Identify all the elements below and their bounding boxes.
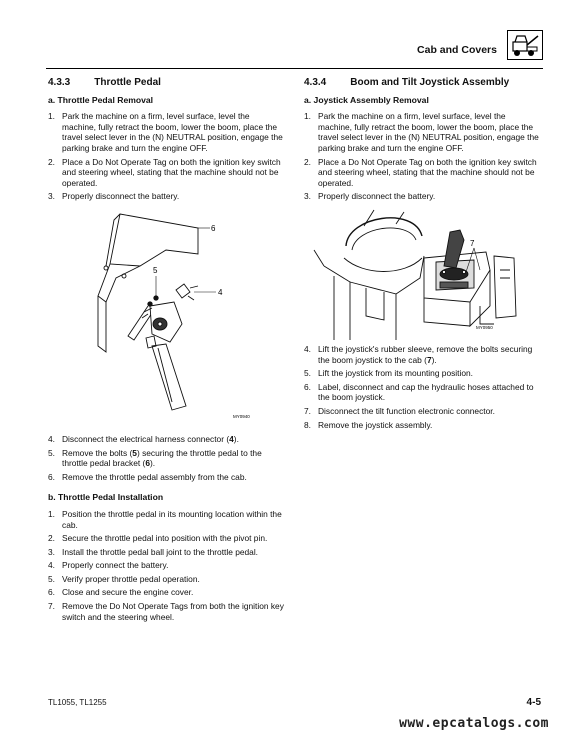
joystick-removal-steps-list [304,111,541,202]
section-heading-throttle-pedal [48,78,285,89]
list-item: 2. Secure the throttle pedal into position with the pivot pin. [48,533,268,544]
left-column [48,78,285,625]
section-number: 4.3.4 [304,77,327,88]
subsection-title-installation: b. Throttle Pedal Installation [48,492,164,503]
figure-code: MY0950 [476,324,493,330]
list-item: 7. Disconnect the tilt function electronic connector. [304,405,495,416]
subsection-title-joystick-removal: a. Joystick Assembly Removal [304,94,429,105]
list-item: 2. Place a Do Not Operate Tag on both the ignition key switch and steering wheel, stating that the machine should not be operated. [48,156,281,188]
list-item: 7. Remove the Do Not Operate Tags from both the ignition key switch and the steering wheel. [48,601,284,622]
list-item: 3. Properly disconnect the battery. [48,191,180,202]
list-item: 5. Lift the joystick from its mounting position. [304,368,474,379]
right-column [304,78,541,433]
callout-7: 7 [470,238,475,248]
section-number: 4.3.3 [48,77,71,88]
page-header [0,22,567,72]
throttle-pedal-illustration [48,206,285,430]
callout-5: 5 [153,265,158,275]
callout-4: 4 [218,287,223,297]
header-divider [46,68,543,69]
list-item: 5. Remove the bolts (5) securing the throttle pedal to the throttle pedal bracket (6). [48,447,262,469]
watermark-url[interactable]: www.epcatalogs.com [399,716,549,731]
page-number: 4-5 [526,697,541,708]
list-item: 4. Properly connect the battery. [48,560,169,571]
list-item: 3. Properly disconnect the battery. [304,191,436,202]
list-item: 6. Close and secure the engine cover. [48,587,194,598]
list-item: 1. Park the machine on a firm, level surface, level the machine, fully retract the boom, lower the boom, place the travel select lever in the (N) NEUTRAL position, engage the parking brake and turn the engine OFF. [48,111,283,153]
removal-steps-list [48,111,285,202]
section-title: Throttle Pedal [94,77,161,88]
joystick-removal-steps-list-continued [304,344,541,430]
removal-steps-list-continued [48,434,285,482]
list-item: 8. Remove the joystick assembly. [304,419,433,430]
list-item: 4. Lift the joystick's rubber sleeve, remove the bolts securing the boom joystick to the cab (7). [304,343,533,365]
cab-machine-icon [507,30,543,60]
installation-steps-list [48,509,285,622]
section-heading-joystick [304,78,541,89]
joystick-illustration [304,206,541,340]
list-item: 2. Place a Do Not Operate Tag on both the ignition key switch and steering wheel, stating that the machine should not be operated. [304,156,537,188]
figure-code: MY0940 [233,413,250,419]
list-item: 6. Remove the throttle pedal assembly from the cab. [48,471,247,482]
footer-models: TL1055, TL1255 [48,698,107,707]
list-item: 4. Disconnect the electrical harness connector (4). [48,433,239,444]
list-item: 3. Install the throttle pedal ball joint to the throttle pedal. [48,546,259,557]
list-item: 5. Verify proper throttle pedal operation. [48,573,200,584]
joystick-figure [304,206,541,340]
section-title: Boom and Tilt Joystick Assembly [350,77,510,88]
list-item: 6. Label, disconnect and cap the hydraulic hoses attached to the boom joystick. [304,381,534,403]
header-title: Cab and Covers [417,44,497,56]
subsection-title-removal: a. Throttle Pedal Removal [48,94,154,105]
list-item: 1. Park the machine on a firm, level surface, level the machine, fully retract the boom, lower the boom, place the travel select lever in the (N) NEUTRAL position, engage the parking brake and turn the engine OFF. [304,111,539,153]
callout-6: 6 [211,223,216,233]
throttle-pedal-figure [48,206,285,430]
list-item: 1. Position the throttle pedal in its mounting location within the cab. [48,508,282,530]
